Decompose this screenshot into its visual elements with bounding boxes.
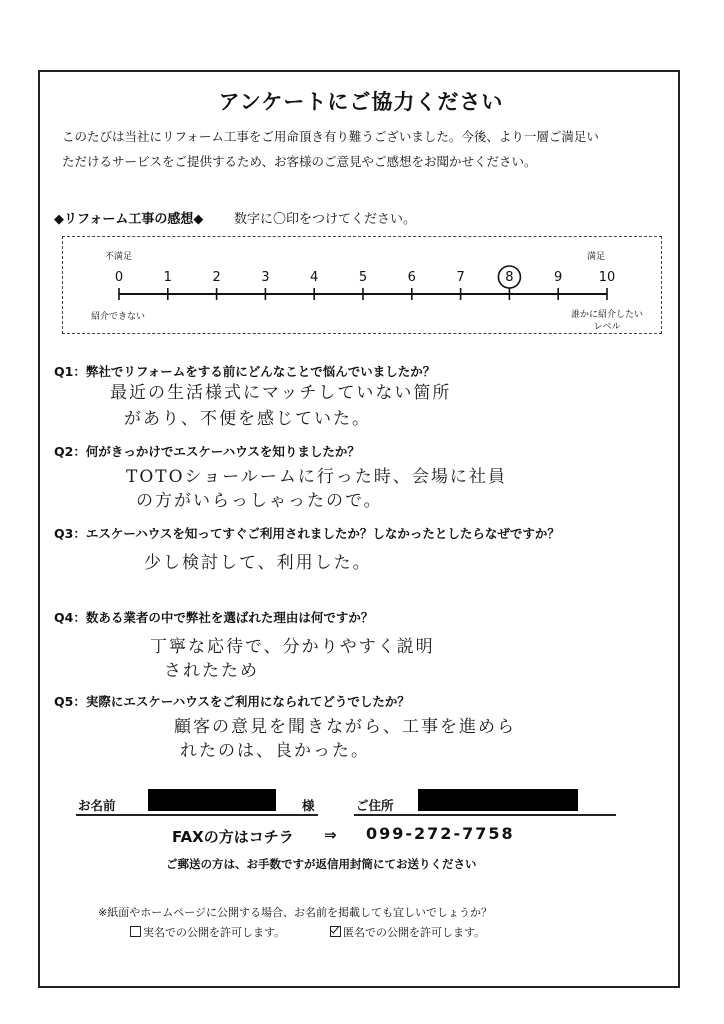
checkbox-real-name[interactable]	[130, 926, 141, 937]
name-label: お名前	[78, 798, 116, 813]
mail-note: ご郵送の方は、お手数ですが返信用封筒にてお送りください	[166, 857, 477, 871]
section-instruction: 数字に〇印をつけてください。	[234, 212, 417, 227]
option-anonymous[interactable]	[330, 924, 485, 940]
option-real-name[interactable]	[130, 924, 285, 940]
page-title: アンケートにご協力ください	[218, 90, 504, 114]
scale-number-10[interactable]: 10	[598, 270, 616, 285]
option-anon-label: 匿名での公開を許可します。	[343, 926, 486, 939]
answer-1-line-2: があり、不便を感じていた。	[124, 409, 371, 429]
rating-scale-box	[62, 236, 662, 334]
scale-label-referral-1: 誰かに紹介したい	[571, 310, 644, 320]
answer-5-line-1: 顧客の意見を聞きながら、工事を進めら	[174, 717, 516, 737]
address-underline	[354, 814, 616, 816]
answer-2-line-1: TOTOショールームに行った時、会場に社員	[126, 467, 507, 487]
option-real-label: 実名での公開を許可します。	[143, 926, 286, 939]
question-4: Q4：数ある業者の中で弊社を選ばれた理由は何ですか？	[54, 610, 374, 625]
question-3: Q3：エスケーハウスを知ってすぐご利用されましたか？しなかったとしたらなぜですか？	[54, 526, 560, 541]
scale-number-5[interactable]: 5	[358, 270, 368, 285]
answer-4-line-1: 丁寧な応待で、分かりやすく説明	[150, 637, 435, 657]
scale-label-referral	[571, 309, 643, 333]
scale-label-unsatisfied: 不満足	[105, 252, 133, 262]
question-5: Q5：実際にエスケーハウスをご利用になられてどうでしたか？	[54, 694, 410, 709]
sama-label: 様	[302, 798, 315, 813]
answer-5-line-2: れたのは、良かった。	[180, 741, 370, 761]
scale-number-8[interactable]: 8	[505, 270, 514, 285]
address-redaction	[418, 789, 578, 811]
survey-sheet	[38, 70, 680, 988]
scale-number-9[interactable]: 9	[554, 270, 563, 285]
publish-question: ※紙面やホームページに公開する場合、お名前を掲載しても宜しいでしょうか？	[98, 906, 492, 919]
answer-2-line-2: の方がいらっしゃったので。	[136, 491, 383, 511]
scale-number-7[interactable]: 7	[456, 270, 465, 285]
intro-line-1: このたびは当社にリフォーム工事をご用命頂き有り難うございました。今後、より一層ご満足い	[62, 129, 599, 144]
name-redaction	[148, 789, 276, 811]
question-2: Q2：何がきっかけでエスケーハウスを知りましたか？	[54, 444, 360, 459]
scale-number-2[interactable]: 2	[212, 270, 221, 285]
scale-number-6[interactable]: 6	[407, 270, 416, 285]
intro-text	[62, 124, 599, 174]
scale-label-satisfied: 満足	[587, 252, 606, 262]
address-label: ご住所	[356, 798, 394, 813]
checkbox-anonymous[interactable]	[330, 926, 341, 937]
answer-4-line-2: されたため	[164, 661, 259, 681]
scale-number-0[interactable]: 0	[114, 270, 124, 285]
arrow-icon: ⇒	[324, 826, 337, 844]
scale-label-referral-2: レベル	[593, 322, 621, 332]
section-title: ◆リフォーム工事の感想◆	[54, 212, 204, 227]
scale-number-4[interactable]: 4	[310, 270, 319, 285]
scale-number-1[interactable]: 1	[163, 270, 172, 285]
answer-1-line-1: 最近の生活様式にマッチしていない箇所	[110, 383, 452, 403]
question-1: Q1：弊社でリフォームをする前にどんなことで悩んでいましたか？	[54, 364, 436, 379]
name-underline	[76, 814, 318, 816]
intro-line-2: ただけるサービスをご提供するため、お客様のご意見やご感想をお聞かせください。	[62, 154, 537, 169]
scale-number-3[interactable]: 3	[261, 270, 270, 285]
answer-3-line-1: 少し検討して、利用した。	[144, 553, 372, 573]
fax-number: 099-272-7758	[366, 824, 515, 843]
fax-label: FAXの方はコチラ	[172, 828, 294, 846]
scale-label-no-referral: 紹介できない	[91, 312, 146, 322]
